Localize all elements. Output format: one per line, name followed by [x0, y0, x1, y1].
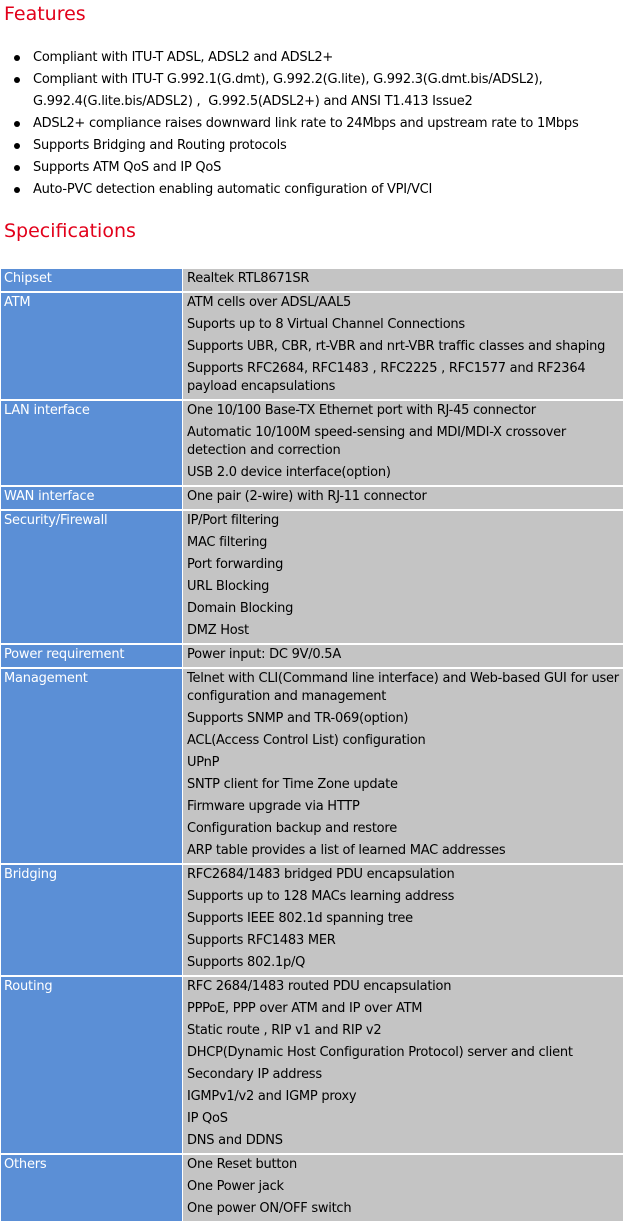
spec-value: Supports RFC2684, RFC1483 , RFC2225 , RFC1577 and RF2364 payload encapsulations	[187, 361, 586, 394]
feature-item	[0, 113, 626, 135]
spec-value: Supports 802.1p/Q	[187, 955, 306, 970]
bullet-icon	[14, 55, 20, 61]
bullet-icon	[14, 77, 20, 83]
spec-value: Supports up to 128 MACs learning address	[187, 889, 455, 904]
spec-row	[1, 487, 623, 509]
spec-value: Automatic 10/100M speed-sensing and MDI/MDI-X crossover detection and correction	[187, 425, 566, 458]
spec-values	[183, 865, 623, 975]
feature-text: Compliant with ITU-T ADSL, ADSL2 and ADSL2+	[33, 50, 334, 65]
spec-row	[1, 645, 623, 667]
spec-values	[183, 977, 623, 1153]
spec-row	[1, 269, 623, 291]
feature-text: Supports ATM QoS and IP QoS	[33, 160, 222, 175]
spec-row	[1, 401, 623, 485]
spec-value: Supports SNMP and TR-069(option)	[187, 711, 409, 726]
feature-item	[0, 179, 626, 201]
spec-label: Others	[1, 1155, 182, 1221]
spec-values	[183, 669, 623, 863]
spec-value: Suports up to 8 Virtual Channel Connections	[187, 317, 465, 332]
spec-values	[183, 645, 623, 667]
spec-value: One Reset button	[187, 1157, 297, 1172]
spec-value: Supports IEEE 802.1d spanning tree	[187, 911, 413, 926]
spec-value: PPPoE, PPP over ATM and IP over ATM	[187, 1001, 423, 1016]
spec-value: Supports RFC1483 MER	[187, 933, 336, 948]
spec-values	[183, 293, 623, 399]
spec-value: Power input: DC 9V/0.5A	[187, 647, 341, 662]
spec-value: SNTP client for Time Zone update	[187, 777, 398, 792]
spec-value: RFC2684/1483 bridged PDU encapsulation	[187, 867, 455, 882]
spec-value: ARP table provides a list of learned MAC addresses	[187, 843, 506, 858]
spec-value: ATM cells over ADSL/AAL5	[187, 295, 352, 310]
spec-value: Port forwarding	[187, 557, 284, 572]
spec-value: URL Blocking	[187, 579, 270, 594]
spec-label: Security/Firewall	[1, 511, 182, 643]
spec-value: USB 2.0 device interface(option)	[187, 465, 391, 480]
spec-value: DNS and DDNS	[187, 1133, 283, 1148]
spec-values	[183, 1155, 623, 1221]
spec-label: Management	[1, 669, 182, 863]
spec-value: DMZ Host	[187, 623, 249, 638]
spec-value: One pair (2-wire) with RJ-11 connector	[187, 489, 427, 504]
feature-item	[0, 157, 626, 179]
bullet-icon	[14, 187, 20, 193]
spec-label: Chipset	[1, 269, 182, 291]
features-heading: Features	[4, 3, 86, 25]
spec-label: ATM	[1, 293, 182, 399]
spec-value: DHCP(Dynamic Host Configuration Protocol) server and client	[187, 1045, 573, 1060]
spec-value: Supports UBR, CBR, rt-VBR and nrt-VBR traffic classes and shaping	[187, 339, 606, 354]
spec-value: Configuration backup and restore	[187, 821, 397, 836]
spec-label: Routing	[1, 977, 182, 1153]
bullet-icon	[14, 143, 20, 149]
spec-value: IP/Port filtering	[187, 513, 280, 528]
spec-row	[1, 293, 623, 399]
spec-values	[183, 487, 623, 509]
spec-row	[1, 865, 623, 975]
feature-item	[0, 135, 626, 157]
spec-value: UPnP	[187, 755, 220, 770]
bullet-icon	[14, 165, 20, 171]
spec-values	[183, 511, 623, 643]
spec-value: MAC filtering	[187, 535, 268, 550]
spec-value: ACL(Access Control List) configuration	[187, 733, 426, 748]
spec-row	[1, 1155, 623, 1221]
feature-item	[0, 47, 626, 69]
bullet-icon	[14, 121, 20, 127]
spec-value: RFC 2684/1483 routed PDU encapsulation	[187, 979, 452, 994]
spec-values	[183, 269, 623, 291]
spec-row	[1, 669, 623, 863]
spec-value: Secondary IP address	[187, 1067, 322, 1082]
spec-row	[1, 511, 623, 643]
feature-item	[0, 69, 626, 113]
feature-text: Supports Bridging and Routing protocols	[33, 138, 287, 153]
spec-label: WAN interface	[1, 487, 182, 509]
spec-label: LAN interface	[1, 401, 182, 485]
spec-value: IP QoS	[187, 1111, 228, 1126]
spec-value: Realtek RTL8671SR	[187, 271, 310, 286]
spec-value: Telnet with CLI(Command line interface) and Web-based GUI for user configuration and management	[187, 671, 619, 704]
spec-value: One 10/100 Base-TX Ethernet port with RJ-45 connector	[187, 403, 536, 418]
specifications-heading: Specifications	[4, 220, 136, 242]
spec-value: Domain Blocking	[187, 601, 294, 616]
spec-row	[1, 977, 623, 1153]
spec-value: Static route , RIP v1 and RIP v2	[187, 1023, 382, 1038]
spec-value: IGMPv1/v2 and IGMP proxy	[187, 1089, 357, 1104]
spec-value: One power ON/OFF switch	[187, 1201, 352, 1216]
spec-label: Bridging	[1, 865, 182, 975]
features-list	[0, 47, 626, 201]
spec-value: One Power jack	[187, 1179, 284, 1194]
spec-label: Power requirement	[1, 645, 182, 667]
spec-value: Firmware upgrade via HTTP	[187, 799, 360, 814]
specifications-table	[0, 267, 624, 1223]
feature-text: Compliant with ITU-T G.992.1(G.dmt), G.992.2(G.lite), G.992.3(G.dmt.bis/ADSL2), G.992.4(G.lite.bis/ADSL2) , G.992.5(ADSL2+) and ANSI T1.413 Issue2	[33, 72, 543, 109]
feature-text: Auto-PVC detection enabling automatic configuration of VPI/VCI	[33, 182, 433, 197]
spec-values	[183, 401, 623, 485]
feature-text: ADSL2+ compliance raises downward link rate to 24Mbps and upstream rate to 1Mbps	[33, 116, 579, 131]
